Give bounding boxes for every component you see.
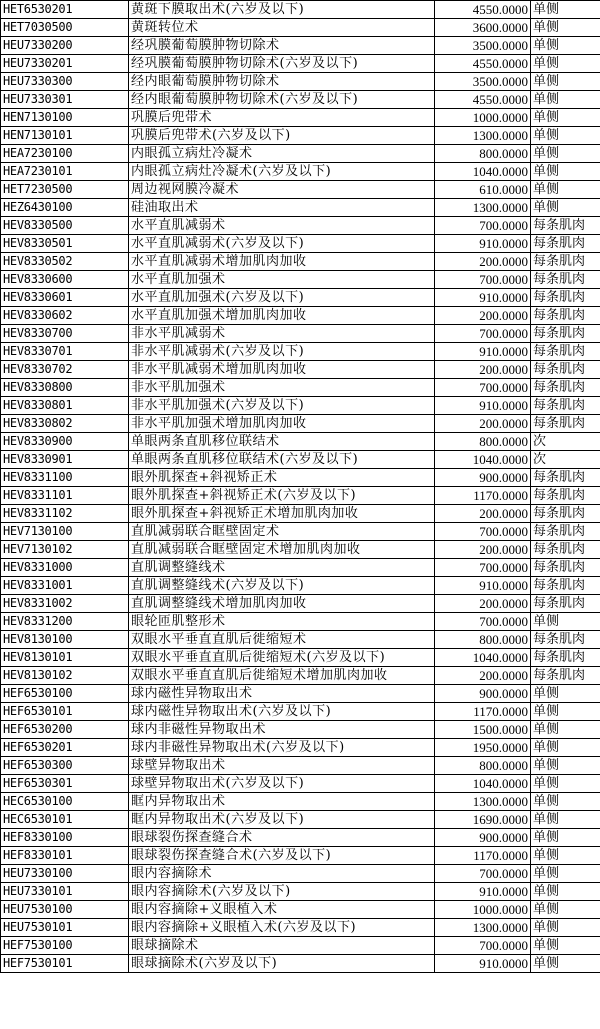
table-row (1, 631, 600, 649)
item-name: 眼内容摘除术 (129, 865, 435, 883)
item-name: 直肌减弱联合眶壁固定术增加肌肉加收 (129, 541, 435, 559)
item-price: 910.0000 (435, 343, 531, 361)
item-code: HET7030500 (1, 19, 129, 37)
item-name: 直肌调整缝线术(六岁及以下) (129, 577, 435, 595)
item-name: 球壁异物取出术 (129, 757, 435, 775)
item-name: 非水平肌减弱术增加肌肉加收 (129, 361, 435, 379)
item-code: HEU7330201 (1, 55, 129, 73)
item-code: HEF6530301 (1, 775, 129, 793)
item-unit: 单侧 (531, 37, 600, 55)
table-row (1, 361, 600, 379)
item-name: 眼轮匝肌整形术 (129, 613, 435, 631)
item-name: 直肌调整缝线术增加肌肉加收 (129, 595, 435, 613)
item-price: 1300.0000 (435, 793, 531, 811)
item-code: HEC6530100 (1, 793, 129, 811)
table-row (1, 73, 600, 91)
table-row (1, 217, 600, 235)
item-price: 910.0000 (435, 289, 531, 307)
item-price: 800.0000 (435, 433, 531, 451)
table-row (1, 901, 600, 919)
item-price: 200.0000 (435, 667, 531, 685)
item-unit: 单侧 (531, 865, 600, 883)
item-unit: 单侧 (531, 955, 600, 973)
item-unit: 次 (531, 433, 600, 451)
item-code: HEC6530101 (1, 811, 129, 829)
item-unit: 单侧 (531, 199, 600, 217)
table-row (1, 397, 600, 415)
table-row (1, 775, 600, 793)
item-code: HEV8330501 (1, 235, 129, 253)
item-unit: 每条肌肉 (531, 343, 600, 361)
item-name: 球内磁性异物取出术(六岁及以下) (129, 703, 435, 721)
item-unit: 单侧 (531, 901, 600, 919)
item-name: 眼球裂伤探查缝合术 (129, 829, 435, 847)
table-row (1, 325, 600, 343)
table-row (1, 703, 600, 721)
item-price: 910.0000 (435, 235, 531, 253)
item-price: 700.0000 (435, 379, 531, 397)
item-unit: 每条肌肉 (531, 379, 600, 397)
item-unit: 每条肌肉 (531, 397, 600, 415)
item-price: 700.0000 (435, 937, 531, 955)
item-unit: 单侧 (531, 19, 600, 37)
item-name: 水平直肌加强术增加肌肉加收 (129, 307, 435, 325)
item-unit: 每条肌肉 (531, 505, 600, 523)
item-price: 200.0000 (435, 253, 531, 271)
fee-table-body (1, 1, 600, 973)
item-price: 1000.0000 (435, 109, 531, 127)
item-code: HEF8330101 (1, 847, 129, 865)
item-code: HEV8330700 (1, 325, 129, 343)
item-price: 1690.0000 (435, 811, 531, 829)
table-row (1, 721, 600, 739)
item-unit: 单侧 (531, 721, 600, 739)
table-row (1, 181, 600, 199)
item-price: 700.0000 (435, 325, 531, 343)
item-unit: 单侧 (531, 757, 600, 775)
item-unit: 每条肌肉 (531, 577, 600, 595)
item-code: HEV8330801 (1, 397, 129, 415)
item-unit: 单侧 (531, 613, 600, 631)
item-unit: 单侧 (531, 181, 600, 199)
item-unit: 单侧 (531, 919, 600, 937)
table-row (1, 541, 600, 559)
item-name: 经内眼葡萄膜肿物切除术 (129, 73, 435, 91)
item-name: 直肌调整缝线术 (129, 559, 435, 577)
item-name: 水平直肌加强术(六岁及以下) (129, 289, 435, 307)
item-unit: 单侧 (531, 829, 600, 847)
table-row (1, 883, 600, 901)
item-code: HEV8330800 (1, 379, 129, 397)
item-code: HEV8330601 (1, 289, 129, 307)
table-row (1, 739, 600, 757)
item-price: 4550.0000 (435, 1, 531, 19)
item-code: HEU7530101 (1, 919, 129, 937)
item-name: 黄斑下膜取出术(六岁及以下) (129, 1, 435, 19)
item-name: 球内磁性异物取出术 (129, 685, 435, 703)
item-price: 200.0000 (435, 595, 531, 613)
item-name: 硅油取出术 (129, 199, 435, 217)
item-unit: 每条肌肉 (531, 271, 600, 289)
item-name: 非水平肌加强术(六岁及以下) (129, 397, 435, 415)
item-unit: 单侧 (531, 145, 600, 163)
item-price: 910.0000 (435, 883, 531, 901)
item-name: 单眼两条直肌移位联结术 (129, 433, 435, 451)
item-price: 1300.0000 (435, 127, 531, 145)
item-name: 眶内异物取出术(六岁及以下) (129, 811, 435, 829)
item-code: HEU7330200 (1, 37, 129, 55)
item-name: 内眼孤立病灶冷凝术(六岁及以下) (129, 163, 435, 181)
table-row (1, 847, 600, 865)
item-name: 黄斑转位术 (129, 19, 435, 37)
item-name: 双眼水平垂直直肌后徙缩短术增加肌肉加收 (129, 667, 435, 685)
item-price: 1170.0000 (435, 487, 531, 505)
item-price: 800.0000 (435, 145, 531, 163)
table-row (1, 487, 600, 505)
table-row (1, 415, 600, 433)
item-unit: 每条肌肉 (531, 595, 600, 613)
item-price: 1040.0000 (435, 451, 531, 469)
item-name: 经内眼葡萄膜肿物切除术(六岁及以下) (129, 91, 435, 109)
item-code: HEV8331200 (1, 613, 129, 631)
item-unit: 每条肌肉 (531, 631, 600, 649)
item-unit: 每条肌肉 (531, 307, 600, 325)
item-name: 非水平肌加强术 (129, 379, 435, 397)
table-row (1, 199, 600, 217)
table-row (1, 19, 600, 37)
item-code: HEV8330900 (1, 433, 129, 451)
table-row (1, 1, 600, 19)
item-price: 1170.0000 (435, 847, 531, 865)
table-row (1, 523, 600, 541)
item-price: 700.0000 (435, 217, 531, 235)
table-row (1, 685, 600, 703)
item-code: HEF6530101 (1, 703, 129, 721)
item-unit: 单侧 (531, 1, 600, 19)
item-price: 1300.0000 (435, 919, 531, 937)
item-code: HEV8331002 (1, 595, 129, 613)
item-price: 1040.0000 (435, 163, 531, 181)
item-unit: 单侧 (531, 883, 600, 901)
item-name: 周边视网膜冷凝术 (129, 181, 435, 199)
table-row (1, 91, 600, 109)
item-unit: 单侧 (531, 91, 600, 109)
item-unit: 次 (531, 451, 600, 469)
item-name: 巩膜后兜带术(六岁及以下) (129, 127, 435, 145)
item-name: 球壁异物取出术(六岁及以下) (129, 775, 435, 793)
item-code: HEF6530100 (1, 685, 129, 703)
table-row (1, 667, 600, 685)
item-code: HEV8330802 (1, 415, 129, 433)
item-name: 水平直肌减弱术(六岁及以下) (129, 235, 435, 253)
item-unit: 单侧 (531, 163, 600, 181)
item-price: 800.0000 (435, 631, 531, 649)
item-name: 眼球裂伤探查缝合术(六岁及以下) (129, 847, 435, 865)
item-price: 200.0000 (435, 415, 531, 433)
item-name: 水平直肌减弱术 (129, 217, 435, 235)
table-row (1, 865, 600, 883)
table-row (1, 343, 600, 361)
item-price: 200.0000 (435, 505, 531, 523)
item-price: 900.0000 (435, 685, 531, 703)
item-price: 200.0000 (435, 361, 531, 379)
item-unit: 单侧 (531, 685, 600, 703)
table-row (1, 919, 600, 937)
item-code: HEA7230101 (1, 163, 129, 181)
item-unit: 每条肌肉 (531, 361, 600, 379)
item-name: 眼球摘除术 (129, 937, 435, 955)
item-unit: 每条肌肉 (531, 253, 600, 271)
item-code: HEV7130102 (1, 541, 129, 559)
table-row (1, 55, 600, 73)
item-name: 球内非磁性异物取出术(六岁及以下) (129, 739, 435, 757)
item-unit: 每条肌肉 (531, 667, 600, 685)
table-row (1, 829, 600, 847)
item-name: 经巩膜葡萄膜肿物切除术(六岁及以下) (129, 55, 435, 73)
item-unit: 单侧 (531, 109, 600, 127)
item-code: HEU7330300 (1, 73, 129, 91)
item-price: 1170.0000 (435, 703, 531, 721)
item-code: HEA7230100 (1, 145, 129, 163)
item-unit: 单侧 (531, 739, 600, 757)
item-code: HEV8330502 (1, 253, 129, 271)
table-row (1, 469, 600, 487)
item-price: 3500.0000 (435, 37, 531, 55)
item-code: HEZ6430100 (1, 199, 129, 217)
item-unit: 每条肌肉 (531, 217, 600, 235)
item-code: HEV8331101 (1, 487, 129, 505)
item-price: 610.0000 (435, 181, 531, 199)
item-name: 眼内容摘除术(六岁及以下) (129, 883, 435, 901)
item-code: HEF6530200 (1, 721, 129, 739)
item-unit: 单侧 (531, 811, 600, 829)
item-price: 700.0000 (435, 613, 531, 631)
item-price: 1950.0000 (435, 739, 531, 757)
item-name: 直肌减弱联合眶壁固定术 (129, 523, 435, 541)
item-name: 眼内容摘除+义眼植入术(六岁及以下) (129, 919, 435, 937)
item-unit: 每条肌肉 (531, 541, 600, 559)
item-price: 4550.0000 (435, 91, 531, 109)
item-name: 球内非磁性异物取出术 (129, 721, 435, 739)
item-code: HEV8330702 (1, 361, 129, 379)
table-row (1, 433, 600, 451)
item-price: 800.0000 (435, 757, 531, 775)
item-code: HEU7530100 (1, 901, 129, 919)
table-row (1, 559, 600, 577)
item-code: HEV8331102 (1, 505, 129, 523)
item-name: 眼球摘除术(六岁及以下) (129, 955, 435, 973)
item-code: HEF7530100 (1, 937, 129, 955)
item-code: HEV8130102 (1, 667, 129, 685)
item-unit: 每条肌肉 (531, 487, 600, 505)
table-row (1, 37, 600, 55)
table-row (1, 505, 600, 523)
item-unit: 单侧 (531, 847, 600, 865)
table-row (1, 271, 600, 289)
item-code: HEU7330100 (1, 865, 129, 883)
item-unit: 单侧 (531, 703, 600, 721)
item-code: HEF7530101 (1, 955, 129, 973)
item-price: 1040.0000 (435, 649, 531, 667)
item-unit: 每条肌肉 (531, 559, 600, 577)
item-name: 眶内异物取出术 (129, 793, 435, 811)
item-unit: 单侧 (531, 937, 600, 955)
item-price: 910.0000 (435, 955, 531, 973)
item-name: 双眼水平垂直直肌后徙缩短术(六岁及以下) (129, 649, 435, 667)
item-code: HEV8330901 (1, 451, 129, 469)
item-code: HEV8331001 (1, 577, 129, 595)
item-name: 眼外肌探查+斜视矫正术增加肌肉加收 (129, 505, 435, 523)
table-row (1, 649, 600, 667)
item-name: 水平直肌加强术 (129, 271, 435, 289)
item-name: 单眼两条直肌移位联结术(六岁及以下) (129, 451, 435, 469)
item-price: 3500.0000 (435, 73, 531, 91)
item-code: HEV7130100 (1, 523, 129, 541)
table-row (1, 127, 600, 145)
item-name: 水平直肌减弱术增加肌肉加收 (129, 253, 435, 271)
item-unit: 每条肌肉 (531, 235, 600, 253)
item-code: HEV8331000 (1, 559, 129, 577)
table-row (1, 379, 600, 397)
table-row (1, 577, 600, 595)
item-code: HEF6530201 (1, 739, 129, 757)
table-row (1, 163, 600, 181)
item-price: 200.0000 (435, 541, 531, 559)
item-unit: 单侧 (531, 127, 600, 145)
item-price: 1040.0000 (435, 775, 531, 793)
item-name: 非水平肌加强术增加肌肉加收 (129, 415, 435, 433)
item-unit: 每条肌肉 (531, 289, 600, 307)
item-name: 双眼水平垂直直肌后徙缩短术 (129, 631, 435, 649)
item-code: HEV8130101 (1, 649, 129, 667)
table-row (1, 145, 600, 163)
item-name: 眼外肌探查+斜视矫正术(六岁及以下) (129, 487, 435, 505)
item-price: 900.0000 (435, 829, 531, 847)
item-price: 910.0000 (435, 577, 531, 595)
item-name: 非水平肌减弱术(六岁及以下) (129, 343, 435, 361)
item-name: 巩膜后兜带术 (129, 109, 435, 127)
item-price: 900.0000 (435, 469, 531, 487)
table-row (1, 289, 600, 307)
item-name: 眼外肌探查+斜视矫正术 (129, 469, 435, 487)
item-code: HEF8330100 (1, 829, 129, 847)
item-unit: 每条肌肉 (531, 415, 600, 433)
item-code: HEV8330500 (1, 217, 129, 235)
item-unit: 每条肌肉 (531, 325, 600, 343)
item-unit: 每条肌肉 (531, 469, 600, 487)
item-code: HEV8331100 (1, 469, 129, 487)
item-price: 700.0000 (435, 865, 531, 883)
item-unit: 单侧 (531, 55, 600, 73)
item-price: 4550.0000 (435, 55, 531, 73)
item-price: 200.0000 (435, 307, 531, 325)
item-unit: 单侧 (531, 793, 600, 811)
table-row (1, 595, 600, 613)
item-code: HEU7330101 (1, 883, 129, 901)
item-price: 1300.0000 (435, 199, 531, 217)
item-price: 910.0000 (435, 397, 531, 415)
table-row (1, 253, 600, 271)
table-row (1, 235, 600, 253)
item-name: 眼内容摘除+义眼植入术 (129, 901, 435, 919)
item-price: 3600.0000 (435, 19, 531, 37)
table-row (1, 757, 600, 775)
item-unit: 每条肌肉 (531, 649, 600, 667)
item-unit: 单侧 (531, 73, 600, 91)
item-code: HEF6530300 (1, 757, 129, 775)
item-name: 经巩膜葡萄膜肿物切除术 (129, 37, 435, 55)
table-row (1, 793, 600, 811)
item-price: 700.0000 (435, 523, 531, 541)
table-row (1, 613, 600, 631)
item-price: 700.0000 (435, 559, 531, 577)
item-price: 1500.0000 (435, 721, 531, 739)
item-name: 非水平肌减弱术 (129, 325, 435, 343)
item-code: HEN7130101 (1, 127, 129, 145)
item-code: HET7230500 (1, 181, 129, 199)
table-row (1, 451, 600, 469)
table-row (1, 955, 600, 973)
item-unit: 单侧 (531, 775, 600, 793)
item-code: HEV8130100 (1, 631, 129, 649)
item-code: HET6530201 (1, 1, 129, 19)
item-unit: 每条肌肉 (531, 523, 600, 541)
table-row (1, 109, 600, 127)
item-code: HEV8330600 (1, 271, 129, 289)
item-code: HEV8330701 (1, 343, 129, 361)
table-row (1, 937, 600, 955)
table-row (1, 307, 600, 325)
item-code: HEN7130100 (1, 109, 129, 127)
item-code: HEV8330602 (1, 307, 129, 325)
item-price: 700.0000 (435, 271, 531, 289)
item-code: HEU7330301 (1, 91, 129, 109)
item-name: 内眼孤立病灶冷凝术 (129, 145, 435, 163)
item-price: 1000.0000 (435, 901, 531, 919)
table-row (1, 811, 600, 829)
